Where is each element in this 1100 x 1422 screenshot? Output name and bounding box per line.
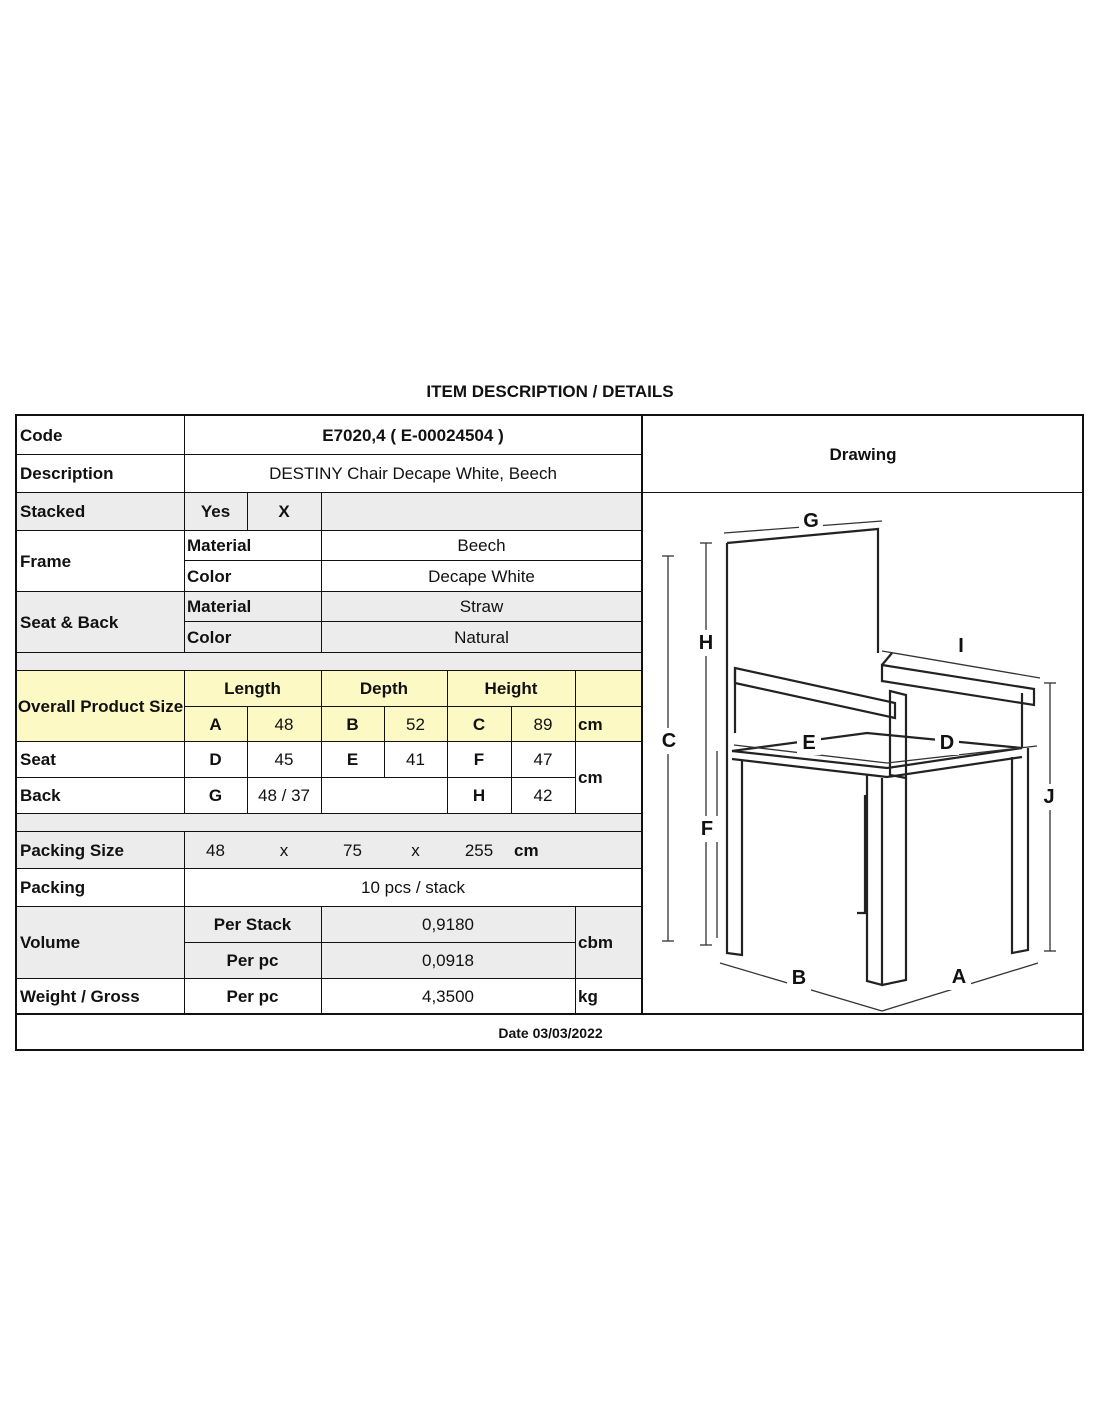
frame-material-label: Material (187, 536, 252, 555)
label-g: G (799, 509, 823, 533)
dim-a-letter: A (209, 714, 222, 734)
packing-size-x1: x (279, 840, 289, 860)
volume-per-pc: 0,0918 (422, 951, 474, 970)
code-label: Code (20, 425, 63, 445)
chair-drawing (642, 493, 1084, 1014)
dim-e-letter: E (346, 750, 359, 769)
label-e: E (797, 731, 821, 755)
height-header: Height (484, 679, 538, 698)
stacked-label: Stacked (20, 502, 86, 521)
spacer-row (17, 653, 642, 671)
stacked-mark: X (278, 502, 290, 521)
label-i: I (951, 634, 971, 658)
frame-color: Decape White (428, 566, 535, 586)
seat-back-color-label: Color (187, 627, 232, 647)
description-label: Description (20, 464, 114, 483)
dim-d-letter: D (209, 750, 222, 769)
back-label: Back (20, 786, 61, 805)
seat-label: Seat (20, 750, 56, 769)
seat-back-material: Straw (459, 597, 504, 616)
label-f: F (695, 816, 719, 842)
weight-value: 4,3500 (422, 986, 474, 1006)
overall-label: Overall Product Size (17, 696, 184, 716)
packing-size-h: 255 (464, 840, 494, 860)
seat-back-material-label: Material (187, 597, 252, 616)
dim-c-value: 89 (533, 714, 553, 734)
dim-h-value: 42 (533, 786, 553, 805)
label-j: J (1037, 784, 1061, 810)
label-c: C (657, 728, 681, 754)
dim-e-value: 41 (406, 750, 425, 769)
packing-size-unit: cm (514, 840, 539, 860)
packing-value: 10 pcs / stack (361, 878, 465, 897)
volume-per-stack-label: Per Stack (213, 915, 292, 934)
overall-unit: cm (578, 714, 603, 734)
frame-label: Frame (20, 551, 72, 571)
description-value: DESTINY Chair Decape White, Beech (269, 464, 557, 483)
stacked-yes: Yes (200, 502, 231, 521)
dim-f-letter: F (473, 750, 485, 769)
weight-unit: kg (578, 986, 598, 1006)
volume-per-stack: 0,9180 (422, 915, 474, 934)
dim-g-value: 48 / 37 (258, 786, 310, 805)
dim-b-value: 52 (406, 714, 425, 734)
seat-back-unit: cm (578, 768, 603, 787)
dim-c-letter: C (472, 714, 486, 734)
label-b: B (787, 965, 811, 991)
spec-sheet (15, 414, 1084, 1051)
depth-header: Depth (359, 679, 409, 698)
dim-a-value: 48 (274, 714, 294, 734)
page-title: ITEM DESCRIPTION / DETAILS (426, 382, 674, 401)
dim-b-letter: B (346, 714, 359, 734)
spacer-row-2 (17, 814, 642, 832)
label-a: A (947, 964, 971, 990)
label-d: D (935, 731, 959, 755)
dim-g-letter: G (208, 786, 223, 805)
volume-per-pc-label: Per pc (226, 951, 279, 970)
seat-back-color: Natural (454, 627, 509, 647)
frame-material: Beech (457, 536, 506, 555)
frame-color-label: Color (187, 566, 232, 586)
date-footer: Date 03/03/2022 (498, 1024, 603, 1041)
packing-size-w: 75 (343, 840, 362, 860)
dim-d-value: 45 (274, 750, 294, 769)
dim-h-letter: H (472, 786, 486, 805)
packing-size-l: 48 (206, 840, 225, 860)
volume-unit: cbm (578, 933, 613, 952)
dim-f-value: 47 (533, 750, 553, 769)
drawing-label: Drawing (829, 444, 897, 464)
seat-back-label: Seat & Back (20, 612, 119, 632)
packing-label: Packing (20, 878, 86, 897)
length-header: Length (224, 679, 281, 698)
weight-label: Weight / Gross (20, 986, 140, 1006)
packing-size-x2: x (411, 840, 420, 860)
weight-per-pc-label: Per pc (226, 986, 279, 1006)
code-value: E7020,4 ( E-00024504 ) (322, 425, 504, 445)
packing-size-label: Packing Size (20, 840, 124, 860)
label-h: H (694, 630, 718, 656)
volume-label: Volume (20, 933, 81, 952)
